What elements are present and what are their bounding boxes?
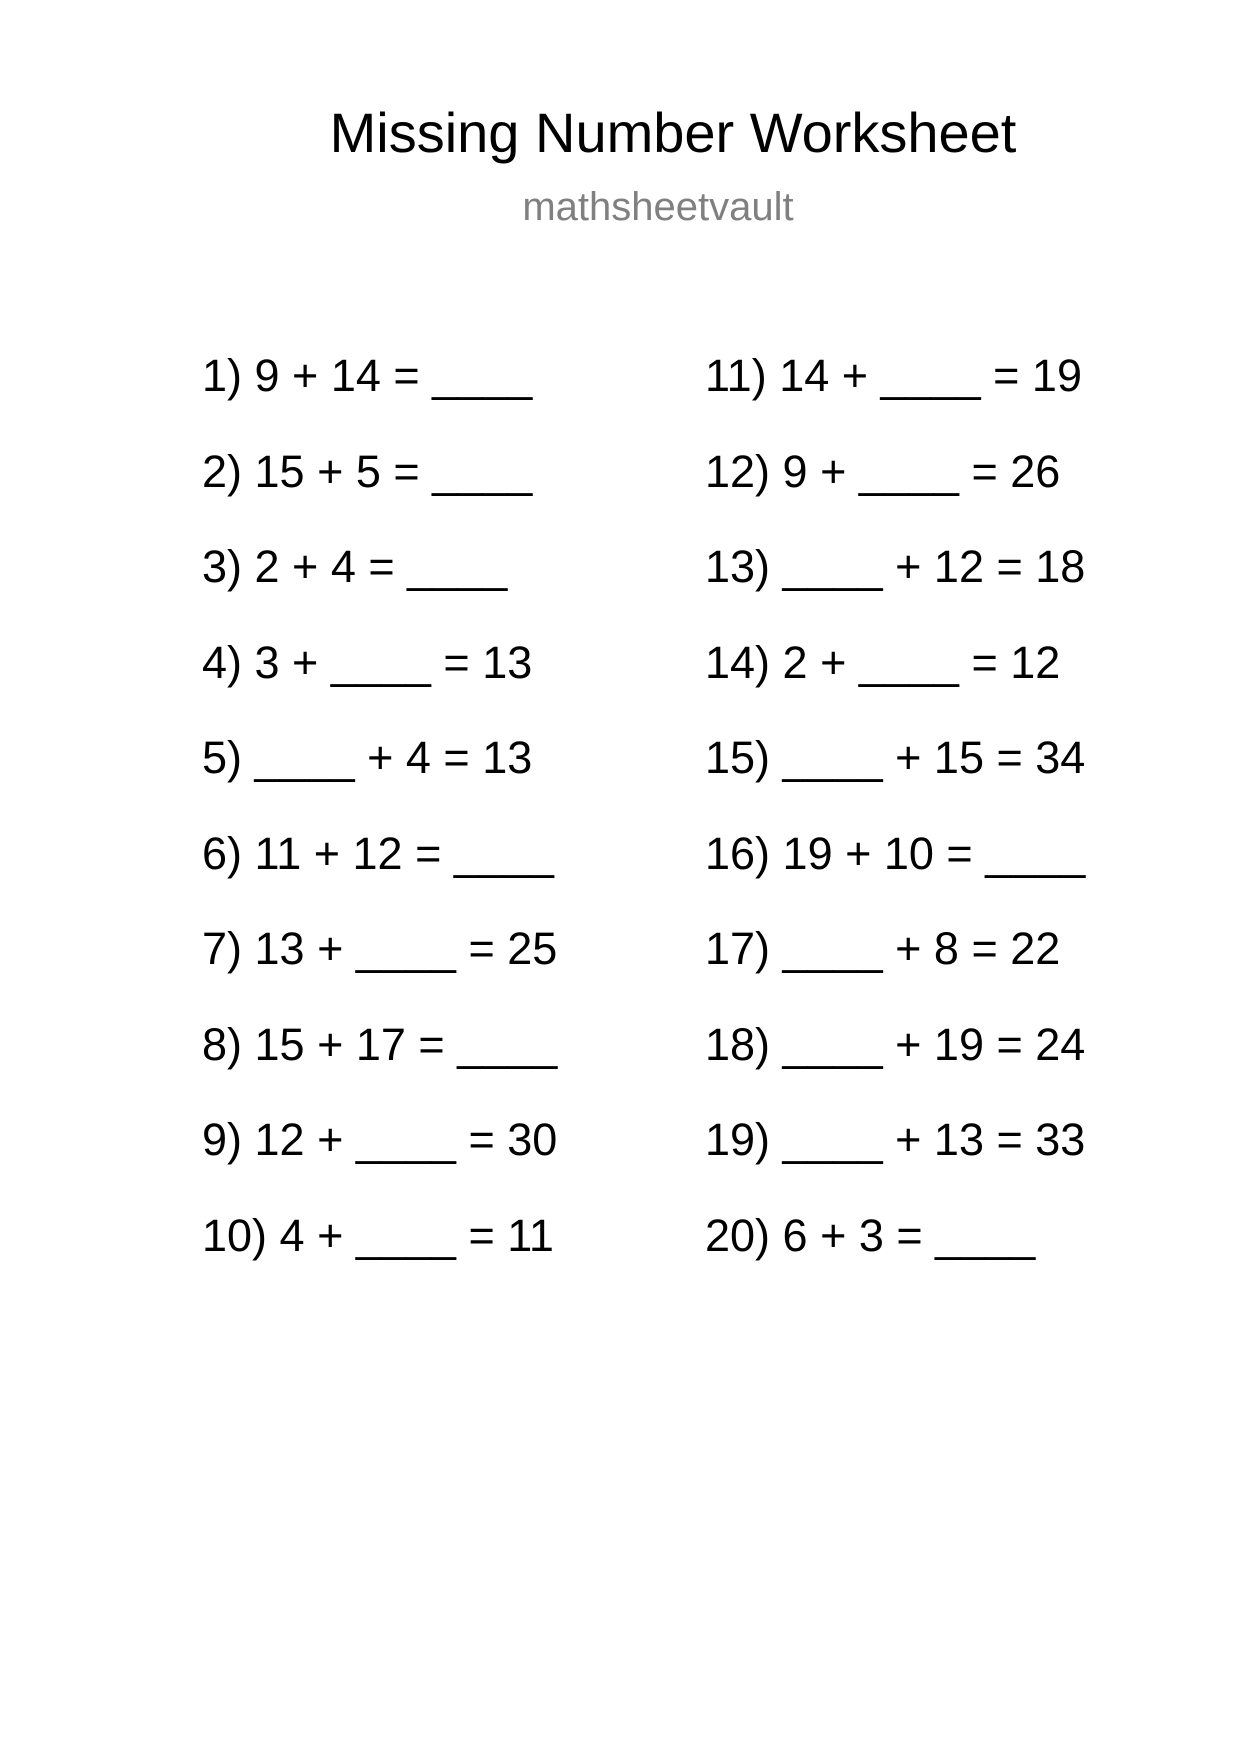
worksheet-subtitle: mathsheetvault <box>522 185 794 229</box>
problems-right-column <box>705 350 1085 1305</box>
problem-9: 9) 12 + ____ = 30 <box>202 1114 558 1165</box>
problem-16: 16) 19 + 10 = ____ <box>705 827 1086 879</box>
worksheet-title: Missing Number Worksheet <box>329 101 1017 164</box>
problem-5: 5) ____ + 4 = 13 <box>202 732 533 783</box>
problem-19: 19) ____ + 13 = 33 <box>705 1114 1086 1165</box>
problem-1: 1) 9 + 14 = ____ <box>202 350 533 401</box>
problem-6: 6) 11 + 12 = ____ <box>202 827 554 879</box>
problem-13: 13) ____ + 12 = 18 <box>705 541 1086 592</box>
problem-20: 20) 6 + 3 = ____ <box>705 1209 1036 1261</box>
problem-12: 12) 9 + ____ = 26 <box>705 445 1061 497</box>
problem-3: 3) 2 + 4 = ____ <box>202 541 508 592</box>
problem-7: 7) 13 + ____ = 25 <box>202 923 558 974</box>
problem-15: 15) ____ + 15 = 34 <box>705 732 1086 783</box>
problem-2: 2) 15 + 5 = ____ <box>202 445 533 497</box>
problem-14: 14) 2 + ____ = 12 <box>705 636 1061 688</box>
problems-left-column <box>202 350 557 1305</box>
problem-8: 8) 15 + 17 = ____ <box>202 1018 558 1070</box>
problem-17: 17) ____ + 8 = 22 <box>705 923 1061 974</box>
problem-4: 4) 3 + ____ = 13 <box>202 636 533 688</box>
problem-10: 10) 4 + ____ = 11 <box>202 1209 554 1261</box>
problem-11: 11) 14 + ____ = 19 <box>705 350 1082 401</box>
problem-18: 18) ____ + 19 = 24 <box>705 1018 1086 1070</box>
